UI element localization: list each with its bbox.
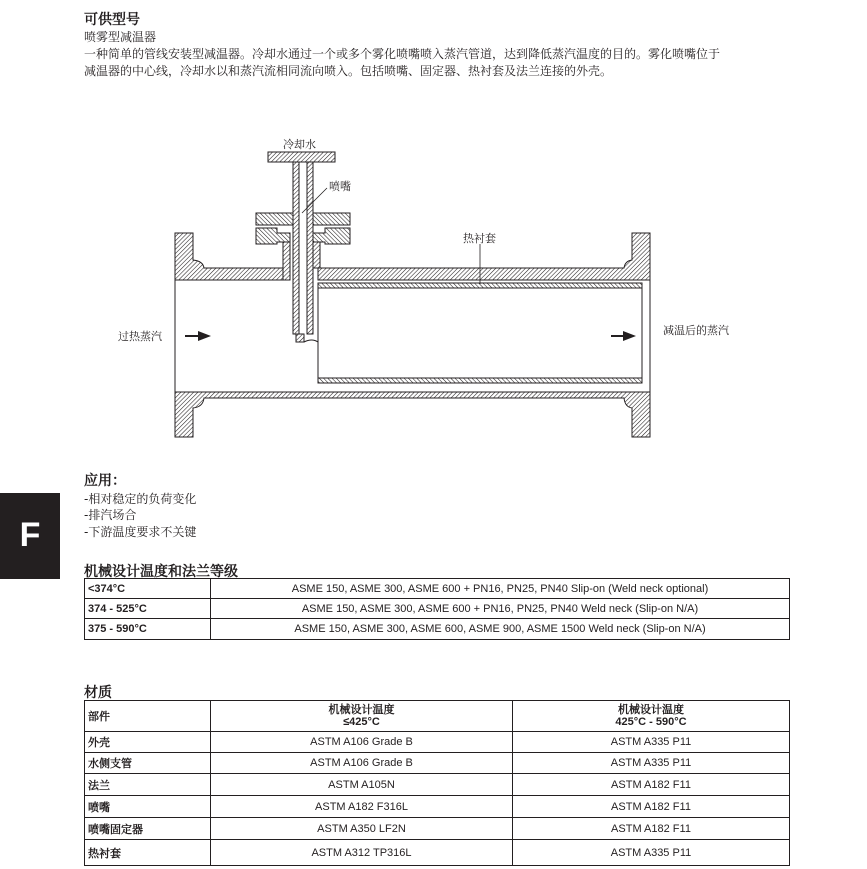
low-temp-cell: ASTM A350 LF2N — [211, 818, 513, 840]
temp-cell: 374 - 525°C — [85, 599, 211, 619]
table-row — [85, 753, 790, 774]
table-header-row — [85, 701, 790, 732]
label-cooling-water: 冷却水 — [283, 138, 316, 151]
label-thermal-sleeve: 热衬套 — [463, 232, 496, 245]
rating-cell: ASME 150, ASME 300, ASME 600, ASME 900, ASME 1500 Weld neck (Slip-on N/A) — [211, 619, 790, 640]
flange-rating-heading: 机械设计温度和法兰等级 — [84, 564, 238, 580]
product-subtitle: 喷雾型减温器 — [84, 30, 157, 44]
rating-cell: ASME 150, ASME 300, ASME 600 + PN16, PN25, PN40 Weld neck (Slip-on N/A) — [211, 599, 790, 619]
header-low-temp — [211, 701, 513, 732]
part-cell: 法兰 — [85, 774, 211, 796]
part-cell: 喷嘴 — [85, 796, 211, 818]
header-low-temp-line2: ≤425°C — [343, 716, 380, 728]
table-row — [85, 818, 790, 840]
header-high-temp-line1: 机械设计温度 — [618, 704, 684, 716]
temp-cell: <374°C — [85, 579, 211, 599]
flange-rating-table — [84, 578, 790, 640]
section-title: 可供型号 — [84, 12, 140, 28]
description-line-1: 一种简单的管线安装型减温器。冷却水通过一个或多个雾化喷嘴喷入蒸汽管道，达到降低蒸汽温度的目的。雾化喷嘴位于 — [84, 47, 721, 61]
materials-heading: 材质 — [84, 685, 112, 701]
low-temp-cell: ASTM A106 Grade B — [211, 732, 513, 753]
low-temp-cell: ASTM A105N — [211, 774, 513, 796]
part-cell: 水侧支管 — [85, 753, 211, 774]
cross-section-drawing — [100, 125, 780, 455]
label-nozzle: 喷嘴 — [329, 180, 351, 193]
table-row — [85, 732, 790, 753]
high-temp-cell: ASTM A335 P11 — [513, 732, 790, 753]
header-high-temp — [513, 701, 790, 732]
header-part: 部件 — [85, 701, 211, 732]
high-temp-cell: ASTM A182 F11 — [513, 774, 790, 796]
application-item: -排汽场合 — [84, 508, 137, 522]
header-low-temp-line1: 机械设计温度 — [328, 704, 395, 716]
section-tab-f — [0, 493, 60, 579]
low-temp-cell: ASTM A106 Grade B — [211, 753, 513, 774]
flow-arrow-outlet — [611, 331, 636, 341]
table-row — [85, 840, 790, 866]
table-row — [85, 796, 790, 818]
application-item: -相对稳定的负荷变化 — [84, 492, 197, 506]
high-temp-cell: ASTM A182 F11 — [513, 796, 790, 818]
application-item: -下游温度要求不关键 — [84, 525, 197, 539]
applications-heading: 应用： — [84, 473, 126, 489]
label-outlet-steam: 减温后的蒸汽 — [663, 324, 729, 337]
high-temp-cell: ASTM A182 F11 — [513, 818, 790, 840]
part-cell: 喷嘴固定器 — [85, 818, 211, 840]
high-temp-cell: ASTM A335 P11 — [513, 840, 790, 866]
header-high-temp-line2: 425°C - 590°C — [615, 716, 687, 728]
table-row — [85, 599, 790, 619]
table-row — [85, 774, 790, 796]
low-temp-cell: ASTM A182 F316L — [211, 796, 513, 818]
high-temp-cell: ASTM A335 P11 — [513, 753, 790, 774]
table-row — [85, 619, 790, 640]
low-temp-cell: ASTM A312 TP316L — [211, 840, 513, 866]
temp-cell: 375 - 590°C — [85, 619, 211, 640]
label-inlet-steam: 过热蒸汽 — [118, 330, 162, 343]
desuperheater-diagram — [100, 125, 780, 455]
table-row — [85, 579, 790, 599]
materials-table — [84, 700, 790, 866]
rating-cell: ASME 150, ASME 300, ASME 600 + PN16, PN25, PN40 Slip-on (Weld neck optional) — [211, 579, 790, 599]
part-cell: 热衬套 — [85, 840, 211, 866]
part-cell: 外壳 — [85, 732, 211, 753]
flow-arrow-inlet — [185, 331, 211, 341]
description-line-2: 减温器的中心线，冷却水以和蒸汽流相同流向喷入。包括喷嘴、固定器、热衬套及法兰连接的外壳。 — [84, 64, 613, 78]
section-tab-letter: F — [19, 516, 41, 554]
